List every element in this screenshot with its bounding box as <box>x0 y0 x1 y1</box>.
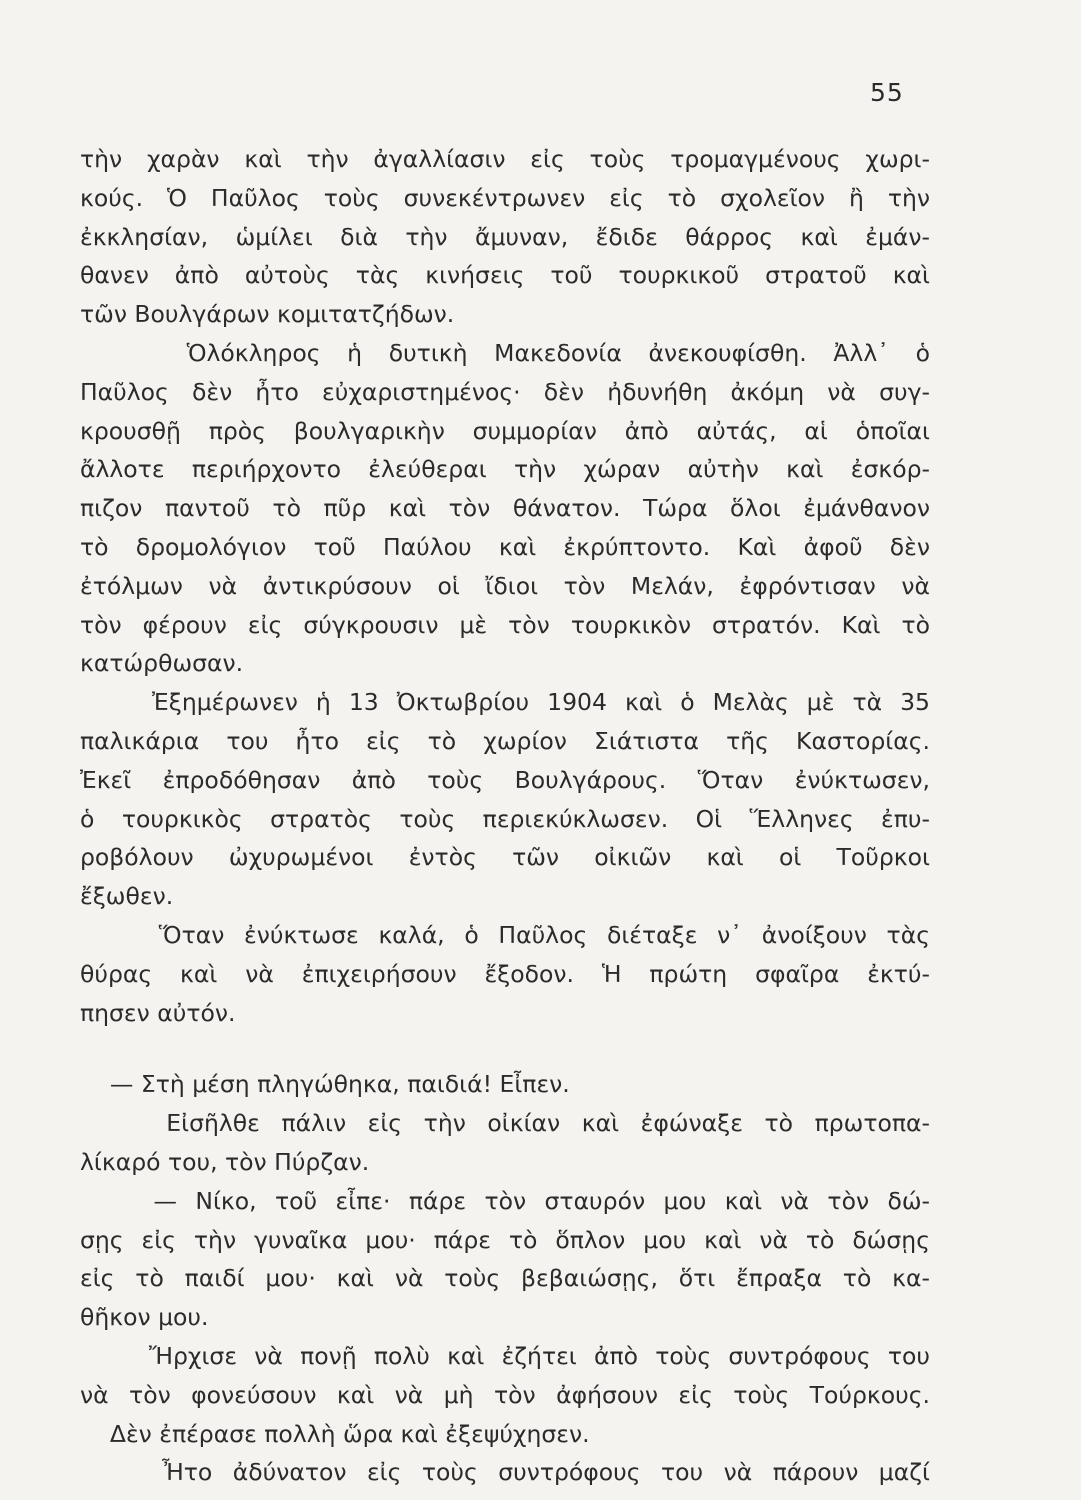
text-line: ἄλλοτε περιήρχοντο ἐλεύθεραι τὴν χώραν αὐτὴν καὶ ἐσκόρ- <box>80 455 930 484</box>
text-line: τῶν Βουλγάρων κομιτατζήδων. <box>80 300 455 329</box>
text-line: θῆκον μου. <box>80 1303 209 1332</box>
text-line: — Νίκο, τοῦ εἶπε· πάρε τὸν σταυρόν μου καὶ νὰ τὸν δώ- <box>80 1186 930 1215</box>
text-line: ὁ τουρκικὸς στρατὸς τοὺς περιεκύκλωσεν. Οἱ Ἕλληνες ἐπυ- <box>80 804 930 833</box>
text-line: παλικάρια του ἦτο εἰς τὸ χωρίον Σιάτιστα τῆς Καστορίας. <box>80 726 930 755</box>
text-line: νὰ τὸν φονεύσουν καὶ νὰ μὴ τὸν ἀφήσουν εἰς τοὺς Τούρκους. <box>80 1380 930 1409</box>
text-line: Παῦλος δὲν ἦτο εὐχαριστημένος· δὲν ἠδυνήθη ἀκόμη νὰ συγ- <box>80 377 930 406</box>
text-line: ἐκκλησίαν, ὡμίλει διὰ τὴν ἄμυναν, ἔδιδε θάρρος καὶ ἐμάν- <box>80 222 930 251</box>
text-line: Ὅταν ἐνύκτωσε καλά, ὁ Παῦλος διέταξε ν᾽ ἀνοίξουν τὰς <box>80 920 930 949</box>
text-line: ροβόλουν ὠχυρωμένοι ἐντὸς τῶν οἰκιῶν καὶ οἱ Τοῦρκοι <box>80 843 930 872</box>
text-line: κρουσθῇ πρὸς βουλγαρικὴν συμμορίαν ἀπὸ αὐτάς, αἱ ὁποῖαι <box>80 416 930 445</box>
text-line: ἔξωθεν. <box>80 882 174 911</box>
text-line: Εἰσῆλθε πάλιν εἰς τὴν οἰκίαν καὶ ἐφώναξε τὸ πρωτοπα- <box>80 1109 930 1138</box>
text-line: τὸν φέρουν εἰς σύγκρουσιν μὲ τὸν τουρκικὸν στρατόν. Καὶ τὸ <box>80 610 930 639</box>
page-number: 55 <box>870 78 904 107</box>
text-line: πιζον παντοῦ τὸ πῦρ καὶ τὸν θάνατον. Τώρα ὅλοι ἐμάνθανον <box>80 494 930 523</box>
text-line: Ἤρχισε νὰ πονῇ πολὺ καὶ ἐζήτει ἀπὸ τοὺς συντρόφους του <box>80 1341 930 1370</box>
text-line: θανεν ἀπὸ αὐτοὺς τὰς κινήσεις τοῦ τουρκικοῦ στρατοῦ καὶ <box>80 261 930 290</box>
text-line: Ἦτο ἀδύνατον εἰς τοὺς συντρόφους του νὰ πάρουν μαζί <box>80 1458 930 1487</box>
text-line: Δὲν ἐπέρασε πολλὴ ὥρα καὶ ἐξεψύχησεν. <box>80 1419 590 1448</box>
text-line: — Στὴ μέση πληγώθηκα, παιδιά! Εἶπεν. <box>80 1070 570 1099</box>
text-line: κατώρθωσαν. <box>80 649 244 678</box>
text-line: τὴν χαρὰν καὶ τὴν ἀγαλλίασιν εἰς τοὺς τρομαγμένους χωρι- <box>80 145 930 173</box>
body-text <box>80 140 930 1492</box>
text-line: κούς. Ὁ Παῦλος τοὺς συνεκέντρωνεν εἰς τὸ σχολεῖον ἢ τὴν <box>80 183 930 212</box>
text-line: τὸ δρομολόγιον τοῦ Παύλου καὶ ἐκρύπτοντο. Καὶ ἀφοῦ δὲν <box>80 532 930 561</box>
text-line: Ὁλόκληρος ἡ δυτικὴ Μακεδονία ἀνεκουφίσθη. Ἀλλ᾽ ὁ <box>80 338 930 367</box>
text-line: Ἐξημέρωνεν ἡ 13 Ὀκτωβρίου 1904 καὶ ὁ Μελὰς μὲ τὰ 35 <box>80 688 930 717</box>
text-line: θύρας καὶ νὰ ἐπιχειρήσουν ἔξοδον. Ἡ πρώτη σφαῖρα ἐκτύ- <box>80 959 930 988</box>
text-line: πησεν αὐτόν. <box>80 998 236 1027</box>
text-line: ἐτόλμων νὰ ἀντικρύσουν οἱ ἴδιοι τὸν Μελάν, ἐφρόντισαν νὰ <box>80 571 930 600</box>
text-line: εἰς τὸ παιδί μου· καὶ νὰ τοὺς βεβαιώσῃς, ὅτι ἔπραξα τὸ κα- <box>80 1264 930 1293</box>
text-line: Ἐκεῖ ἐπροδόθησαν ἀπὸ τοὺς Βουλγάρους. Ὅταν ἐνύκτωσεν, <box>80 765 930 794</box>
text-line: σῃς εἰς τὴν γυναῖκα μου· πάρε τὸ ὅπλον μου καὶ νὰ τὸ δώσῃς <box>80 1225 930 1254</box>
text-line: λίκαρό του, τὸν Πύρζαν. <box>80 1147 370 1176</box>
